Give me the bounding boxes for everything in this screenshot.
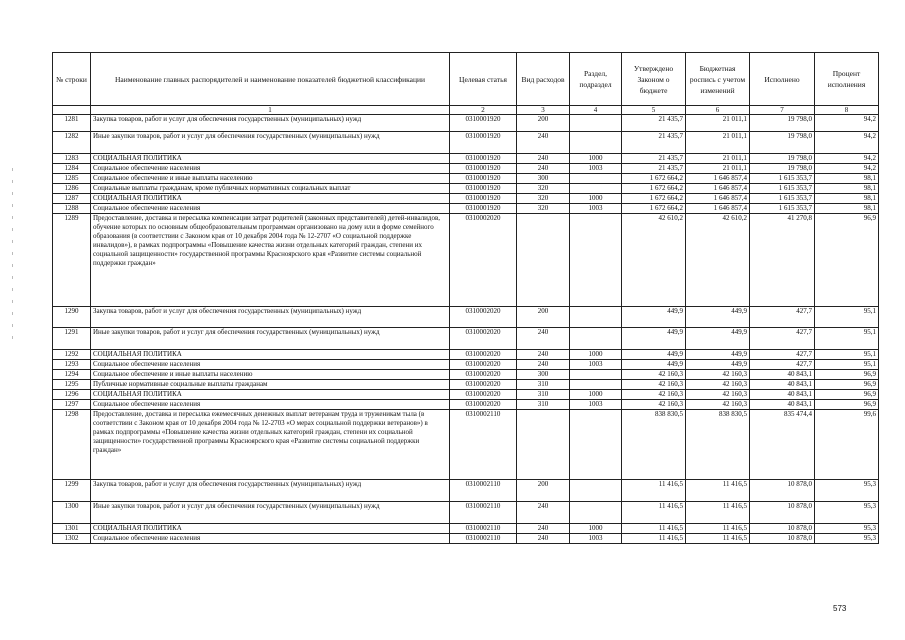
row-approved: 449,9 bbox=[622, 360, 686, 370]
table-row bbox=[53, 307, 879, 328]
row-target-article: 0310001920 bbox=[450, 115, 517, 132]
row-section: 1000 bbox=[570, 390, 622, 400]
row-target-article: 0310002020 bbox=[450, 380, 517, 390]
row-section bbox=[570, 370, 622, 380]
row-approved: 21 435,7 bbox=[622, 164, 686, 174]
row-percent: 94,2 bbox=[815, 132, 879, 154]
row-section bbox=[570, 174, 622, 184]
row-executed: 10 878,0 bbox=[750, 524, 815, 534]
column-number: 1 bbox=[91, 106, 450, 115]
row-target-article: 0310001920 bbox=[450, 174, 517, 184]
table-row bbox=[53, 360, 879, 370]
row-budget-list: 11 416,5 bbox=[686, 480, 750, 502]
row-executed: 10 878,0 bbox=[750, 480, 815, 502]
row-budget-list: 449,9 bbox=[686, 328, 750, 350]
row-executed: 41 270,8 bbox=[750, 214, 815, 307]
row-expense-type bbox=[517, 410, 570, 480]
row-number: 1290 bbox=[53, 307, 91, 328]
row-expense-type: 300 bbox=[517, 174, 570, 184]
row-budget-list: 42 160,3 bbox=[686, 370, 750, 380]
row-target-article: 0310002110 bbox=[450, 480, 517, 502]
row-number: 1288 bbox=[53, 204, 91, 214]
row-budget-list: 838 830,5 bbox=[686, 410, 750, 480]
row-percent: 95,1 bbox=[815, 360, 879, 370]
row-expense-type: 240 bbox=[517, 502, 570, 524]
row-target-article: 0310002020 bbox=[450, 360, 517, 370]
row-section: 1000 bbox=[570, 350, 622, 360]
row-name: Социальные выплаты гражданам, кроме публичных нормативных социальных выплат bbox=[91, 184, 450, 194]
row-budget-list: 42 160,3 bbox=[686, 380, 750, 390]
row-executed: 835 474,4 bbox=[750, 410, 815, 480]
row-section bbox=[570, 184, 622, 194]
table-row bbox=[53, 524, 879, 534]
row-budget-list: 449,9 bbox=[686, 350, 750, 360]
row-percent: 98,1 bbox=[815, 194, 879, 204]
row-percent: 98,1 bbox=[815, 174, 879, 184]
header-name: Наименование главных распорядителей и наименование показателей бюджетной классификации bbox=[91, 53, 450, 106]
row-expense-type: 240 bbox=[517, 164, 570, 174]
row-budget-list: 11 416,5 bbox=[686, 502, 750, 524]
header-target-article: Целевая статья bbox=[450, 53, 517, 106]
row-budget-list: 11 416,5 bbox=[686, 524, 750, 534]
row-target-article: 0310001920 bbox=[450, 194, 517, 204]
row-number: 1295 bbox=[53, 380, 91, 390]
table-row bbox=[53, 154, 879, 164]
table-row bbox=[53, 115, 879, 132]
row-name: СОЦИАЛЬНАЯ ПОЛИТИКА bbox=[91, 154, 450, 164]
row-name: Социальное обеспечение и иные выплаты населению bbox=[91, 370, 450, 380]
row-percent: 99,6 bbox=[815, 410, 879, 480]
row-number: 1299 bbox=[53, 480, 91, 502]
row-number: 1286 bbox=[53, 184, 91, 194]
row-section: 1000 bbox=[570, 154, 622, 164]
row-number: 1283 bbox=[53, 154, 91, 164]
row-approved: 11 416,5 bbox=[622, 480, 686, 502]
row-expense-type: 320 bbox=[517, 194, 570, 204]
row-budget-list: 449,9 bbox=[686, 307, 750, 328]
row-expense-type: 240 bbox=[517, 132, 570, 154]
row-number: 1287 bbox=[53, 194, 91, 204]
row-approved: 838 830,5 bbox=[622, 410, 686, 480]
row-number: 1302 bbox=[53, 534, 91, 544]
row-executed: 427,7 bbox=[750, 307, 815, 328]
row-executed: 10 878,0 bbox=[750, 534, 815, 544]
row-percent: 94,2 bbox=[815, 154, 879, 164]
row-approved: 1 672 664,2 bbox=[622, 184, 686, 194]
row-number: 1282 bbox=[53, 132, 91, 154]
row-executed: 1 615 353,7 bbox=[750, 174, 815, 184]
row-name: Закупка товаров, работ и услуг для обеспечения государственных (муниципальных) нужд bbox=[91, 115, 450, 132]
row-number: 1291 bbox=[53, 328, 91, 350]
header-section: Раздел, подраздел bbox=[570, 53, 622, 106]
row-target-article: 0310002110 bbox=[450, 534, 517, 544]
row-name: СОЦИАЛЬНАЯ ПОЛИТИКА bbox=[91, 390, 450, 400]
row-expense-type: 200 bbox=[517, 480, 570, 502]
row-number: 1284 bbox=[53, 164, 91, 174]
row-executed: 1 615 353,7 bbox=[750, 184, 815, 194]
row-target-article: 0310002020 bbox=[450, 350, 517, 360]
row-budget-list: 11 416,5 bbox=[686, 534, 750, 544]
column-number bbox=[53, 106, 91, 115]
row-approved: 11 416,5 bbox=[622, 534, 686, 544]
row-target-article: 0310002020 bbox=[450, 328, 517, 350]
row-percent: 95,3 bbox=[815, 524, 879, 534]
row-name: Социальное обеспечение населения bbox=[91, 400, 450, 410]
row-name: Социальное обеспечение населения bbox=[91, 204, 450, 214]
row-percent: 96,9 bbox=[815, 400, 879, 410]
row-percent: 95,1 bbox=[815, 350, 879, 360]
row-percent: 94,2 bbox=[815, 115, 879, 132]
row-section bbox=[570, 328, 622, 350]
row-approved: 42 160,3 bbox=[622, 370, 686, 380]
row-section bbox=[570, 132, 622, 154]
row-budget-list: 449,9 bbox=[686, 360, 750, 370]
row-target-article: 0310002110 bbox=[450, 524, 517, 534]
row-approved: 1 672 664,2 bbox=[622, 204, 686, 214]
row-target-article: 0310002020 bbox=[450, 307, 517, 328]
row-number: 1289 bbox=[53, 214, 91, 307]
table-row bbox=[53, 164, 879, 174]
row-number: 1285 bbox=[53, 174, 91, 184]
table-row bbox=[53, 480, 879, 502]
row-number: 1296 bbox=[53, 390, 91, 400]
row-budget-list: 42 610,2 bbox=[686, 214, 750, 307]
row-expense-type: 320 bbox=[517, 184, 570, 194]
row-expense-type: 310 bbox=[517, 400, 570, 410]
row-executed: 40 843,1 bbox=[750, 390, 815, 400]
row-percent: 96,9 bbox=[815, 380, 879, 390]
row-number: 1297 bbox=[53, 400, 91, 410]
column-number: 8 bbox=[815, 106, 879, 115]
row-approved: 449,9 bbox=[622, 350, 686, 360]
table-row bbox=[53, 132, 879, 154]
row-expense-type: 240 bbox=[517, 360, 570, 370]
row-number: 1301 bbox=[53, 524, 91, 534]
row-expense-type: 240 bbox=[517, 154, 570, 164]
row-percent: 98,1 bbox=[815, 184, 879, 194]
row-name: СОЦИАЛЬНАЯ ПОЛИТИКА bbox=[91, 194, 450, 204]
row-approved: 449,9 bbox=[622, 328, 686, 350]
row-approved: 42 160,3 bbox=[622, 390, 686, 400]
table-body bbox=[53, 115, 879, 544]
row-percent: 98,1 bbox=[815, 204, 879, 214]
row-number: 1298 bbox=[53, 410, 91, 480]
row-approved: 1 672 664,2 bbox=[622, 194, 686, 204]
header-row-number: № строки bbox=[53, 53, 91, 106]
row-name: Иные закупки товаров, работ и услуг для обеспечения государственных (муниципальных) нужд bbox=[91, 132, 450, 154]
table-row bbox=[53, 400, 879, 410]
row-expense-type: 310 bbox=[517, 390, 570, 400]
row-target-article: 0310002110 bbox=[450, 502, 517, 524]
row-approved: 21 435,7 bbox=[622, 154, 686, 164]
row-section: 1003 bbox=[570, 164, 622, 174]
row-number: 1294 bbox=[53, 370, 91, 380]
row-executed: 40 843,1 bbox=[750, 380, 815, 390]
column-number: 3 bbox=[517, 106, 570, 115]
row-budget-list: 1 646 857,4 bbox=[686, 204, 750, 214]
table-row bbox=[53, 214, 879, 307]
row-target-article: 0310002110 bbox=[450, 410, 517, 480]
table-row bbox=[53, 410, 879, 480]
table-row bbox=[53, 390, 879, 400]
row-approved: 42 160,3 bbox=[622, 400, 686, 410]
row-name: Предоставление, доставка и пересылка ежемесячных денежных выплат ветеранам труда и труженикам тыла (в соответствии с Законом края от 10 декабря 2004 года № 12-2703 «О мерах социальной поддержки ветеранов») в рамках подпрограммы «Повышение качества жизни отдельных категорий граждан, степени их социальной защищенности» государственной программы Красноярского края «Развитие системы социальной поддержки граждан» bbox=[91, 410, 450, 480]
row-name: Публичные нормативные социальные выплаты гражданам bbox=[91, 380, 450, 390]
table-row bbox=[53, 350, 879, 360]
row-percent: 96,9 bbox=[815, 390, 879, 400]
row-budget-list: 1 646 857,4 bbox=[686, 194, 750, 204]
row-number: 1292 bbox=[53, 350, 91, 360]
row-section: 1003 bbox=[570, 360, 622, 370]
header-budget-list: Бюджетная роспись с учетом изменений bbox=[686, 53, 750, 106]
row-executed: 1 615 353,7 bbox=[750, 194, 815, 204]
column-number: 2 bbox=[450, 106, 517, 115]
row-expense-type: 200 bbox=[517, 115, 570, 132]
row-budget-list: 1 646 857,4 bbox=[686, 174, 750, 184]
row-target-article: 0310001920 bbox=[450, 132, 517, 154]
column-number: 6 bbox=[686, 106, 750, 115]
row-expense-type: 300 bbox=[517, 370, 570, 380]
row-section: 1000 bbox=[570, 194, 622, 204]
row-section: 1003 bbox=[570, 534, 622, 544]
row-target-article: 0310002020 bbox=[450, 214, 517, 307]
row-expense-type: 310 bbox=[517, 380, 570, 390]
row-name: Социальное обеспечение населения bbox=[91, 164, 450, 174]
row-budget-list: 21 011,1 bbox=[686, 115, 750, 132]
row-name: Социальное обеспечение и иные выплаты населению bbox=[91, 174, 450, 184]
row-target-article: 0310002020 bbox=[450, 370, 517, 380]
scan-crease-marks bbox=[12, 168, 13, 348]
row-approved: 11 416,5 bbox=[622, 502, 686, 524]
header-expense-type: Вид расходов bbox=[517, 53, 570, 106]
row-expense-type bbox=[517, 214, 570, 307]
row-budget-list: 21 011,1 bbox=[686, 132, 750, 154]
row-approved: 21 435,7 bbox=[622, 132, 686, 154]
row-budget-list: 21 011,1 bbox=[686, 164, 750, 174]
table-row bbox=[53, 380, 879, 390]
row-approved: 21 435,7 bbox=[622, 115, 686, 132]
row-percent: 94,2 bbox=[815, 164, 879, 174]
header-approved: Утверждено Законом о бюджете bbox=[622, 53, 686, 106]
row-name: Иные закупки товаров, работ и услуг для обеспечения государственных (муниципальных) нужд bbox=[91, 502, 450, 524]
row-budget-list: 1 646 857,4 bbox=[686, 184, 750, 194]
row-approved: 1 672 664,2 bbox=[622, 174, 686, 184]
row-budget-list: 42 160,3 bbox=[686, 400, 750, 410]
column-number: 5 bbox=[622, 106, 686, 115]
row-section: 1000 bbox=[570, 524, 622, 534]
row-executed: 427,7 bbox=[750, 328, 815, 350]
row-expense-type: 320 bbox=[517, 204, 570, 214]
row-percent: 95,3 bbox=[815, 534, 879, 544]
row-executed: 19 798,0 bbox=[750, 115, 815, 132]
row-name: Социальное обеспечение населения bbox=[91, 534, 450, 544]
row-target-article: 0310001920 bbox=[450, 204, 517, 214]
table-row bbox=[53, 328, 879, 350]
row-number: 1281 bbox=[53, 115, 91, 132]
row-executed: 427,7 bbox=[750, 360, 815, 370]
row-section bbox=[570, 214, 622, 307]
row-target-article: 0310001920 bbox=[450, 184, 517, 194]
row-name: Закупка товаров, работ и услуг для обеспечения государственных (муниципальных) нужд bbox=[91, 307, 450, 328]
row-executed: 427,7 bbox=[750, 350, 815, 360]
table-row bbox=[53, 184, 879, 194]
budget-execution-table bbox=[52, 52, 879, 544]
row-name: Иные закупки товаров, работ и услуг для обеспечения государственных (муниципальных) нужд bbox=[91, 328, 450, 350]
row-section bbox=[570, 410, 622, 480]
table-row bbox=[53, 174, 879, 184]
row-percent: 95,3 bbox=[815, 502, 879, 524]
row-target-article: 0310002020 bbox=[450, 400, 517, 410]
row-target-article: 0310002020 bbox=[450, 390, 517, 400]
row-target-article: 0310001920 bbox=[450, 154, 517, 164]
row-executed: 19 798,0 bbox=[750, 164, 815, 174]
row-percent: 96,9 bbox=[815, 370, 879, 380]
row-number: 1293 bbox=[53, 360, 91, 370]
table-row bbox=[53, 502, 879, 524]
column-number: 4 bbox=[570, 106, 622, 115]
row-section bbox=[570, 115, 622, 132]
column-number-row bbox=[53, 106, 879, 115]
row-section bbox=[570, 307, 622, 328]
row-section: 1003 bbox=[570, 400, 622, 410]
row-executed: 1 615 353,7 bbox=[750, 204, 815, 214]
row-approved: 11 416,5 bbox=[622, 524, 686, 534]
row-name: СОЦИАЛЬНАЯ ПОЛИТИКА bbox=[91, 350, 450, 360]
header-percent: Процент исполнения bbox=[815, 53, 879, 106]
row-executed: 19 798,0 bbox=[750, 154, 815, 164]
row-executed: 40 843,1 bbox=[750, 400, 815, 410]
table-header bbox=[53, 53, 879, 115]
row-expense-type: 240 bbox=[517, 534, 570, 544]
row-percent: 95,1 bbox=[815, 307, 879, 328]
row-percent: 95,3 bbox=[815, 480, 879, 502]
row-section bbox=[570, 480, 622, 502]
row-expense-type: 200 bbox=[517, 307, 570, 328]
row-executed: 19 798,0 bbox=[750, 132, 815, 154]
row-percent: 96,9 bbox=[815, 214, 879, 307]
row-number: 1300 bbox=[53, 502, 91, 524]
row-expense-type: 240 bbox=[517, 524, 570, 534]
row-approved: 449,9 bbox=[622, 307, 686, 328]
row-name: Социальное обеспечение населения bbox=[91, 360, 450, 370]
row-approved: 42 610,2 bbox=[622, 214, 686, 307]
page-number: 573 bbox=[833, 604, 847, 613]
header-executed: Исполнено bbox=[750, 53, 815, 106]
column-number: 7 bbox=[750, 106, 815, 115]
table-row bbox=[53, 534, 879, 544]
row-section: 1003 bbox=[570, 204, 622, 214]
row-approved: 42 160,3 bbox=[622, 380, 686, 390]
row-percent: 95,1 bbox=[815, 328, 879, 350]
row-section bbox=[570, 380, 622, 390]
row-name: Предоставление, доставка и пересылка компенсации затрат родителей (законных представителей) детей-инвалидов, обучение которых по основным общеобразовательным программам организовано на дому или в форме семейного образования (в соответствии с Законом края от 10 декабря 2004 года № 12-2707 «О социальной поддержке инвалидов»), в рамках подпрограммы «Повышение качества жизни отдельных категорий граждан, степени их социальной защищенности» государственной программы Красноярского края «Развитие системы социальной поддержки граждан» bbox=[91, 214, 450, 307]
row-budget-list: 42 160,3 bbox=[686, 390, 750, 400]
table-row bbox=[53, 194, 879, 204]
table-row bbox=[53, 204, 879, 214]
row-executed: 10 878,0 bbox=[750, 502, 815, 524]
row-expense-type: 240 bbox=[517, 328, 570, 350]
row-expense-type: 240 bbox=[517, 350, 570, 360]
row-budget-list: 21 011,1 bbox=[686, 154, 750, 164]
row-target-article: 0310001920 bbox=[450, 164, 517, 174]
row-section bbox=[570, 502, 622, 524]
row-name: Закупка товаров, работ и услуг для обеспечения государственных (муниципальных) нужд bbox=[91, 480, 450, 502]
table-row bbox=[53, 370, 879, 380]
row-executed: 40 843,1 bbox=[750, 370, 815, 380]
row-name: СОЦИАЛЬНАЯ ПОЛИТИКА bbox=[91, 524, 450, 534]
